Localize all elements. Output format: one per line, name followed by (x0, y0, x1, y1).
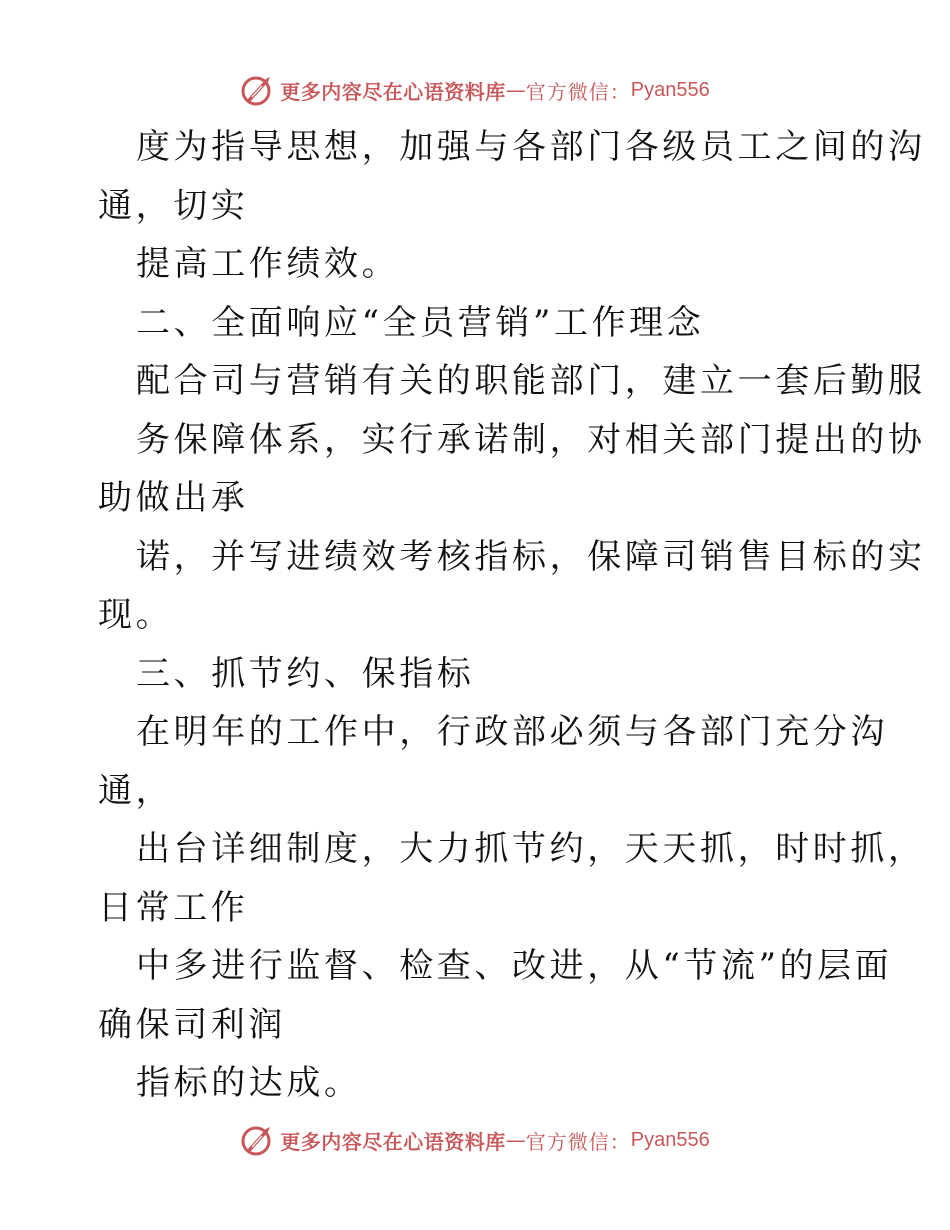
text-line: 助做出承 (98, 478, 249, 518)
header-banner (0, 70, 950, 110)
text-line: 日常工作 (98, 887, 249, 928)
text-line: 诺，并写进绩效考核指标，保障司销售目标的实 (136, 536, 926, 577)
footer-banner (0, 1120, 950, 1160)
banner-official-label: 官方微信： (525, 1129, 631, 1154)
banner-brand-text: 更多内容尽在心语资料库 (280, 79, 506, 104)
text-line: 在明年的工作中，行政部必须与各部门充分沟 (136, 712, 888, 752)
text-line: 务保障体系，实行承诺制，对相关部门提出的协 (136, 419, 926, 460)
text-line: 指标的达成。 (136, 1063, 362, 1103)
text-line: 度为指导思想，加强与各部门各级员工之间的沟 (136, 127, 926, 167)
banner-wechat-id: Pyan556 (630, 1128, 710, 1151)
section-heading: 三、抓节约、保指标 (136, 653, 475, 694)
text-line: 出台详细制度，大力抓节约，天天抓，时时抓， (136, 829, 926, 869)
text-line: 确保司利润 (98, 1004, 286, 1045)
text-line: 通，切实 (98, 185, 249, 226)
text-line: 中多进行监督、检查、改进，从“节流”的层面 (136, 946, 893, 986)
banner-wechat-id: Pyan556 (630, 78, 710, 101)
banner-separator: — (505, 1128, 526, 1152)
banner-brand-text: 更多内容尽在心语资料库 (280, 1129, 506, 1154)
quill-pen-logo-icon (240, 1123, 274, 1157)
section-heading: 二、全面响应“全员营销”工作理念 (136, 302, 705, 343)
text-line: 配合司与营销有关的职能部门，建立一套后勤服 (136, 361, 926, 401)
text-line: 现。 (98, 595, 174, 635)
quill-pen-logo-icon (240, 73, 274, 107)
banner-official-label: 官方微信： (525, 79, 631, 104)
text-line: 通， (98, 770, 174, 811)
banner-separator: — (505, 78, 526, 102)
document-body (98, 118, 926, 1113)
text-line: 提高工作绩效。 (136, 244, 400, 284)
